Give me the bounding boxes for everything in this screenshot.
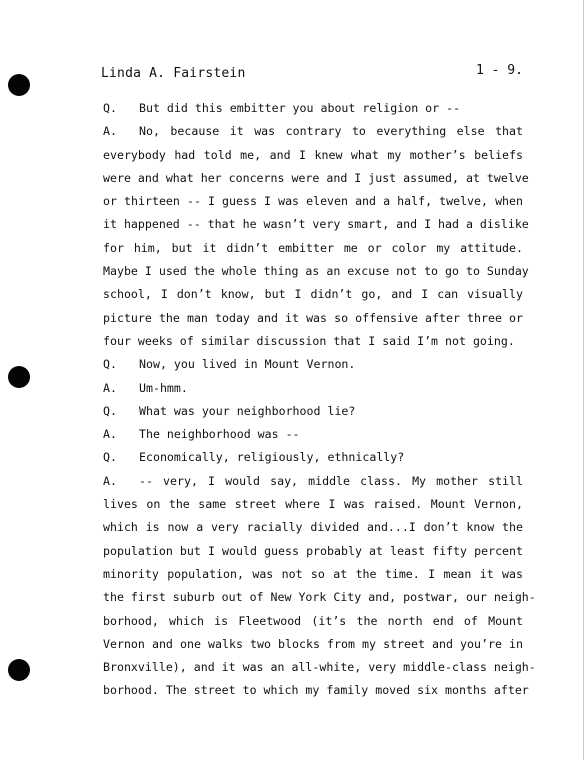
transcript-line-text: The neighborhood was -- xyxy=(139,427,300,442)
transcript-qa-line xyxy=(103,353,523,376)
transcript-qa-line xyxy=(103,423,523,446)
transcript-body xyxy=(103,97,536,703)
transcript-line-text: borhood. The street to which my family moved six months after xyxy=(103,683,529,698)
transcript-line-text: Now, you lived in Mount Vernon. xyxy=(139,357,356,372)
transcript-line-text: Economically, religiously, ethnically? xyxy=(139,450,405,465)
transcript-line-text: lives on the same street where I was raised. Mount Vernon, xyxy=(103,497,523,512)
transcript-line-text: Maybe I used the whole thing as an excuse not to go to Sunday xyxy=(103,264,529,279)
transcript-qa-line xyxy=(103,470,523,493)
binder-hole-icon xyxy=(8,659,30,681)
transcript-line-text: school, I don’t know, but I didn’t go, and I can visually xyxy=(103,287,523,302)
transcript-line-text: the first suburb out of New York City and, postwar, our neigh- xyxy=(103,590,536,605)
speaker-tag: A. xyxy=(103,473,117,488)
header-interviewee-name: Linda A. Fairstein xyxy=(101,66,246,81)
speaker-tag: A. xyxy=(103,380,117,395)
speaker-tag: A. xyxy=(103,124,117,139)
transcript-line-text: Bronxville), and it was an all-white, very middle-class neigh- xyxy=(103,660,536,675)
speaker-tag: A. xyxy=(103,427,117,442)
transcript-line-text: Vernon and one walks two blocks from my street and you’re in xyxy=(103,636,523,651)
transcript-line-text: picture the man today and it was so offensive after three or xyxy=(103,310,523,325)
transcript-line-text: What was your neighborhood lie? xyxy=(139,403,356,418)
transcript-line-text: But did this embitter you about religion or -- xyxy=(139,101,461,115)
transcript-line-text: No, because it was contrary to everything else that xyxy=(139,124,523,139)
transcript-line-text: or thirteen -- I guess I was eleven and a half, twelve, when xyxy=(103,194,523,209)
transcript-qa-line xyxy=(103,120,523,143)
binder-hole-icon xyxy=(8,74,30,96)
transcript-line-text: borhood, which is Fleetwood (it’s the north end of Mount xyxy=(103,613,523,628)
transcript-line-text: minority population, was not so at the time. I mean it was xyxy=(103,566,523,581)
transcript-qa-line xyxy=(103,446,523,469)
transcript-line-text: population but I would guess probably at least fifty percent xyxy=(103,543,523,558)
header-page-number: 1 - 9. xyxy=(476,63,523,78)
transcript-line-text: -- very, I would say, middle class. My mother still xyxy=(139,473,523,488)
transcript-line-text: Um-hmm. xyxy=(139,380,188,395)
transcript-line-text: for him, but it didn’t embitter me or color my attitude. xyxy=(103,240,523,255)
transcript-line-text: four weeks of similar discussion that I said I’m not going. xyxy=(103,333,515,348)
transcript-line-text: everybody had told me, and I knew what my mother’s beliefs xyxy=(103,147,523,162)
transcript-qa-line xyxy=(103,377,523,400)
transcript-line-text: it happened -- that he wasn’t very smart, and I had a dislike xyxy=(103,217,529,232)
binder-hole-icon xyxy=(8,366,30,388)
transcript-qa-line xyxy=(103,97,523,120)
transcript-qa-line xyxy=(103,400,523,423)
transcript-line-text: were and what her concerns were and I just assumed, at twelve xyxy=(103,170,529,185)
speaker-tag: Q. xyxy=(103,357,117,372)
speaker-tag: Q. xyxy=(103,101,117,115)
transcript-line-text: which is now a very racially divided and...I don’t know the xyxy=(103,520,523,535)
page-edge xyxy=(583,0,584,760)
speaker-tag: Q. xyxy=(103,403,117,418)
speaker-tag: Q. xyxy=(103,450,117,465)
